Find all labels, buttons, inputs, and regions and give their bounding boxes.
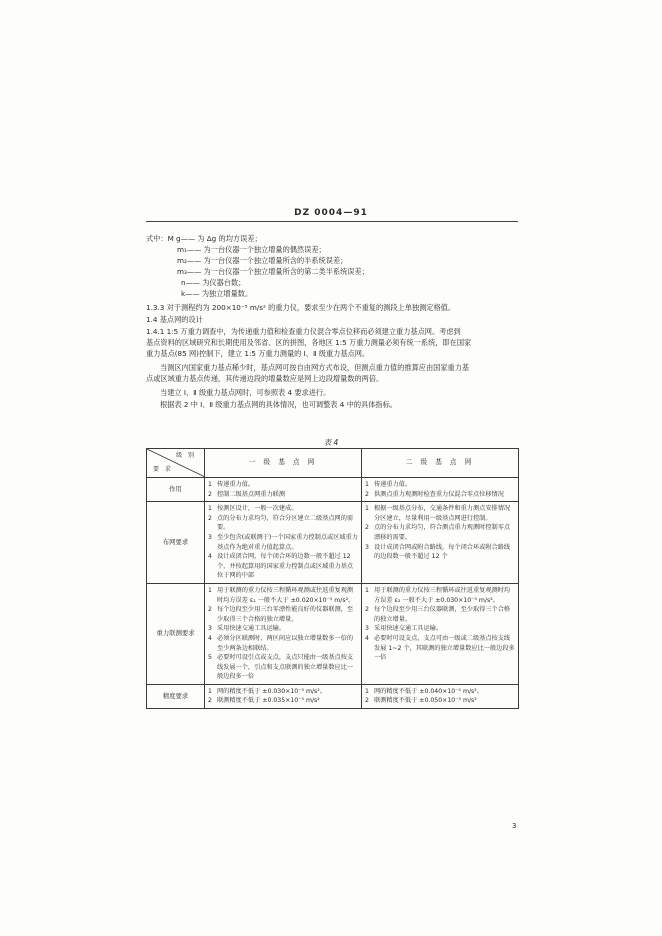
table-row bbox=[147, 583, 519, 684]
requirement-item bbox=[365, 634, 515, 663]
symbol-name: n bbox=[181, 278, 186, 287]
item-number: 2 bbox=[365, 524, 369, 532]
item-text: 至少包含(或联测于)一个国家重力控制点或区域重力基点作为绝对重力值起算点。 bbox=[217, 533, 358, 551]
requirement-cell bbox=[205, 583, 362, 684]
item-number: 3 bbox=[365, 543, 369, 551]
symbol-description: —— 为独立增量数。 bbox=[185, 289, 253, 298]
symbol-name: m₂ bbox=[177, 256, 187, 265]
item-text: 联测精度不低于 ±0.035×10⁻⁵ m/s² bbox=[217, 697, 320, 705]
item-number: 2 bbox=[208, 606, 212, 614]
requirement-item bbox=[208, 586, 358, 605]
item-number: 2 bbox=[208, 514, 212, 522]
item-number: 1 bbox=[365, 505, 369, 513]
symbol-description: —— 为 Δg 的均方误差； bbox=[180, 234, 262, 243]
item-number: 3 bbox=[208, 533, 212, 541]
item-text: 必须分区联测时，两区间应以独立增量数多一倍的至少两条边相联结。 bbox=[217, 634, 354, 652]
base-network-requirements-table bbox=[146, 448, 519, 709]
symbol-description: —— 为一台仪器一个独立增量所含的半系统误差； bbox=[186, 256, 348, 265]
item-text: 采用快速交通工具运输。 bbox=[374, 625, 443, 633]
requirement-item bbox=[365, 586, 515, 605]
paragraph-line: 当建立 Ⅰ、Ⅱ 级重力基点网时，可参照表 4 要求进行。 bbox=[160, 388, 331, 397]
page-number: 3 bbox=[512, 822, 517, 830]
item-text: 联测精度不低于 ±0.050×10⁻⁵ m/s² bbox=[374, 697, 477, 705]
requirement-item bbox=[365, 504, 515, 523]
item-text: 设计成闭合网，每个闭合环的边数一般不超过 12 个，并按起算用的国家重力控制点或区域重力基点位于网的中部 bbox=[217, 553, 354, 580]
item-number: 3 bbox=[365, 625, 369, 633]
requirement-item bbox=[208, 533, 358, 552]
paragraph-line: 根据表 2 中 Ⅰ、Ⅱ 级重力基点网的具体情况，也可调整表 4 中的具体指标。 bbox=[160, 400, 397, 409]
paragraph-line: 1.3.3 对于测程约为 200×10⁻⁵ m/s² 的重力仪，要求至少在两个不重复的测段上单独测定格值。 bbox=[146, 303, 456, 312]
item-text: 传递重力值。 bbox=[217, 481, 255, 488]
item-text: 采用快速交通工具运输。 bbox=[217, 625, 286, 633]
item-number: 1 bbox=[208, 481, 212, 488]
requirement-cell bbox=[362, 478, 519, 502]
symbol-name: 式中：M g bbox=[146, 234, 181, 243]
requirement-item bbox=[208, 514, 358, 533]
paragraph-adjust-indicators bbox=[160, 399, 532, 410]
requirement-item bbox=[208, 687, 358, 697]
requirement-item bbox=[208, 696, 358, 706]
symbol-row bbox=[181, 289, 252, 299]
standard-code-header: DZ 0004—91 bbox=[294, 208, 368, 218]
paragraph-free-network bbox=[146, 362, 518, 384]
section-1-4-heading bbox=[146, 314, 518, 325]
requirement-item bbox=[365, 543, 515, 562]
table-caption: 表 4 bbox=[323, 438, 339, 447]
requirement-item bbox=[365, 490, 515, 500]
symbol-row bbox=[146, 234, 262, 244]
symbol-name: m₃ bbox=[177, 267, 187, 276]
requirement-item bbox=[208, 634, 358, 653]
item-text: 网的精度不低于 ±0.030×10⁻⁵ m/s²。 bbox=[217, 687, 326, 695]
item-number: 1 bbox=[208, 687, 212, 695]
diagonal-header-cell bbox=[147, 449, 205, 478]
item-number: 4 bbox=[208, 553, 212, 561]
clause-1-4-1 bbox=[146, 326, 518, 359]
item-text: 每个边段至少用三台零漂性能良好的仪器联测，至少取得三个合格的独立增量。 bbox=[217, 606, 354, 623]
paragraph-line: 1.4.1 1:5 万重力调查中，为传递重力值和检查重力仪混合零点位移而必须建立重力基点网。考虑到 bbox=[146, 327, 461, 336]
requirement-cell bbox=[362, 684, 519, 708]
requirement-item bbox=[365, 523, 515, 542]
item-number: 2 bbox=[365, 490, 369, 498]
diag-grade-label: 级 别 bbox=[176, 452, 196, 459]
requirement-item bbox=[208, 653, 358, 682]
header-rule bbox=[146, 221, 518, 222]
item-text: 点的分布力求均匀，符合分区建立二级基点网的需要。 bbox=[217, 514, 354, 532]
requirement-item bbox=[365, 696, 515, 706]
item-text: 必要时可设引点或支点，支点只能由一级基点按支线发展一个，引点和支点联测的独立增量数应比一般边段多一倍 bbox=[217, 654, 354, 681]
requirement-cell bbox=[362, 583, 519, 684]
item-text: 设计成闭合网或附合路线，每个闭合环或附合路线的边段数一般不超过 12 个 bbox=[374, 543, 511, 561]
paragraph-line: 重力基点(85 网)控制下，建立 1:5 万重力测量的 Ⅰ、Ⅱ 级重力基点网。 bbox=[146, 349, 370, 358]
row-label: 精度要求 bbox=[147, 684, 205, 708]
item-number: 2 bbox=[208, 490, 212, 498]
table-row bbox=[147, 502, 519, 584]
row-label: 作用 bbox=[147, 478, 205, 502]
requirement-item bbox=[208, 490, 358, 500]
item-number: 2 bbox=[208, 697, 212, 705]
column-header-level-1: 一 级 基 点 网 bbox=[205, 449, 362, 478]
item-number: 2 bbox=[365, 606, 369, 614]
table-row bbox=[147, 478, 519, 502]
item-text: 网的精度不低于 ±0.040×10⁻⁵ m/s²。 bbox=[374, 687, 483, 695]
requirement-item bbox=[208, 480, 358, 490]
row-label: 重力联测要求 bbox=[147, 583, 205, 684]
item-number: 1 bbox=[365, 687, 369, 695]
paragraph-line: 基点资料的区域研究和长期使用及邻省、区的拼图，各地区 1:5 万重力测量必须有统一系统，即在国家 bbox=[146, 338, 472, 347]
item-number: 4 bbox=[208, 634, 212, 642]
requirement-item bbox=[365, 687, 515, 697]
requirement-item bbox=[365, 480, 515, 490]
requirement-cell bbox=[205, 684, 362, 708]
item-number: 4 bbox=[365, 634, 369, 642]
symbol-description: —— 为仪器台数； bbox=[185, 278, 246, 287]
requirement-cell bbox=[205, 502, 362, 584]
symbol-description: —— 为一台仪器一个独立增量所含的第二类半系统误差； bbox=[186, 267, 369, 276]
item-number: 1 bbox=[365, 586, 369, 594]
symbol-description: —— 为一台仪器一个独立增量的偶然误差； bbox=[186, 245, 326, 254]
column-header-level-2: 二 级 基 点 网 bbox=[362, 449, 519, 478]
item-number: 1 bbox=[208, 505, 212, 513]
requirement-cell bbox=[362, 502, 519, 584]
item-number: 1 bbox=[208, 586, 212, 594]
section-heading: 1.4 基点网的设计 bbox=[146, 315, 203, 324]
table-header-row bbox=[147, 449, 519, 478]
table-row bbox=[147, 684, 519, 708]
symbol-row bbox=[181, 278, 245, 288]
item-text: 点的分布力求均匀，符合测点重力观测时控制零点漂移的需要。 bbox=[374, 524, 511, 541]
paragraph-line: 当测区内国家重力基点稀少时，基点网可按自由网方式布设，但测点重力值的推算应由国家重力基 bbox=[160, 363, 470, 372]
item-number: 5 bbox=[208, 654, 212, 662]
requirement-item bbox=[208, 552, 358, 581]
symbol-name: k bbox=[181, 289, 186, 298]
item-number: 2 bbox=[365, 697, 369, 705]
item-number: 3 bbox=[208, 625, 212, 633]
symbol-name: m₁ bbox=[177, 245, 187, 254]
item-text: 按测区设计，一般一次建成。 bbox=[217, 505, 298, 513]
item-text: 控制二级基点网重力联测 bbox=[217, 490, 286, 498]
symbol-row bbox=[177, 267, 369, 277]
item-text: 每个边段至少用三台仪器联测，至少取得三个合格的独立增量。 bbox=[374, 606, 511, 623]
row-label: 布网要求 bbox=[147, 502, 205, 584]
requirement-item bbox=[208, 504, 358, 514]
paragraph-line: 点或区域重力基点传递，其传递边段的增量数应是网上边段增量数的两倍。 bbox=[146, 374, 384, 383]
item-text: 供测点重力观测时检查重力仪混合零点位移情况 bbox=[374, 490, 504, 498]
item-number: 1 bbox=[365, 481, 369, 488]
paragraph-table-reference bbox=[160, 387, 532, 398]
requirement-item bbox=[208, 605, 358, 624]
requirement-item bbox=[365, 605, 515, 624]
requirement-item bbox=[208, 624, 358, 634]
item-text: 传递重力值。 bbox=[374, 481, 412, 488]
item-text: 根据一级基点分布，交通条件和重力测点安排情况分区建立，尽量利用一级基点网进行控制。 bbox=[374, 505, 511, 522]
symbol-row bbox=[177, 245, 326, 255]
requirement-cell bbox=[205, 478, 362, 502]
item-text: 用于联测的重力仪按三程循环观测或往返重复观测时均方误差 ε₁ 一般不大于 ±0.020×10⁻⁵ m/s²。 bbox=[217, 586, 355, 604]
requirement-item bbox=[365, 624, 515, 634]
clause-1-3-3 bbox=[146, 302, 518, 313]
diag-requirement-label: 要 求 bbox=[153, 466, 173, 474]
symbol-row bbox=[177, 256, 347, 266]
item-text: 用于联测的重力仪按三程循环或往返重复观测时均方误差 ε₂ 一般不大于 ±0.030×10⁻⁵ m/s²。 bbox=[374, 586, 511, 604]
item-text: 必要时可设支点，支点可由一级或二级基点按支线发展 1~2 个，其联测的独立增量数应比一般边段多一倍 bbox=[374, 634, 515, 662]
